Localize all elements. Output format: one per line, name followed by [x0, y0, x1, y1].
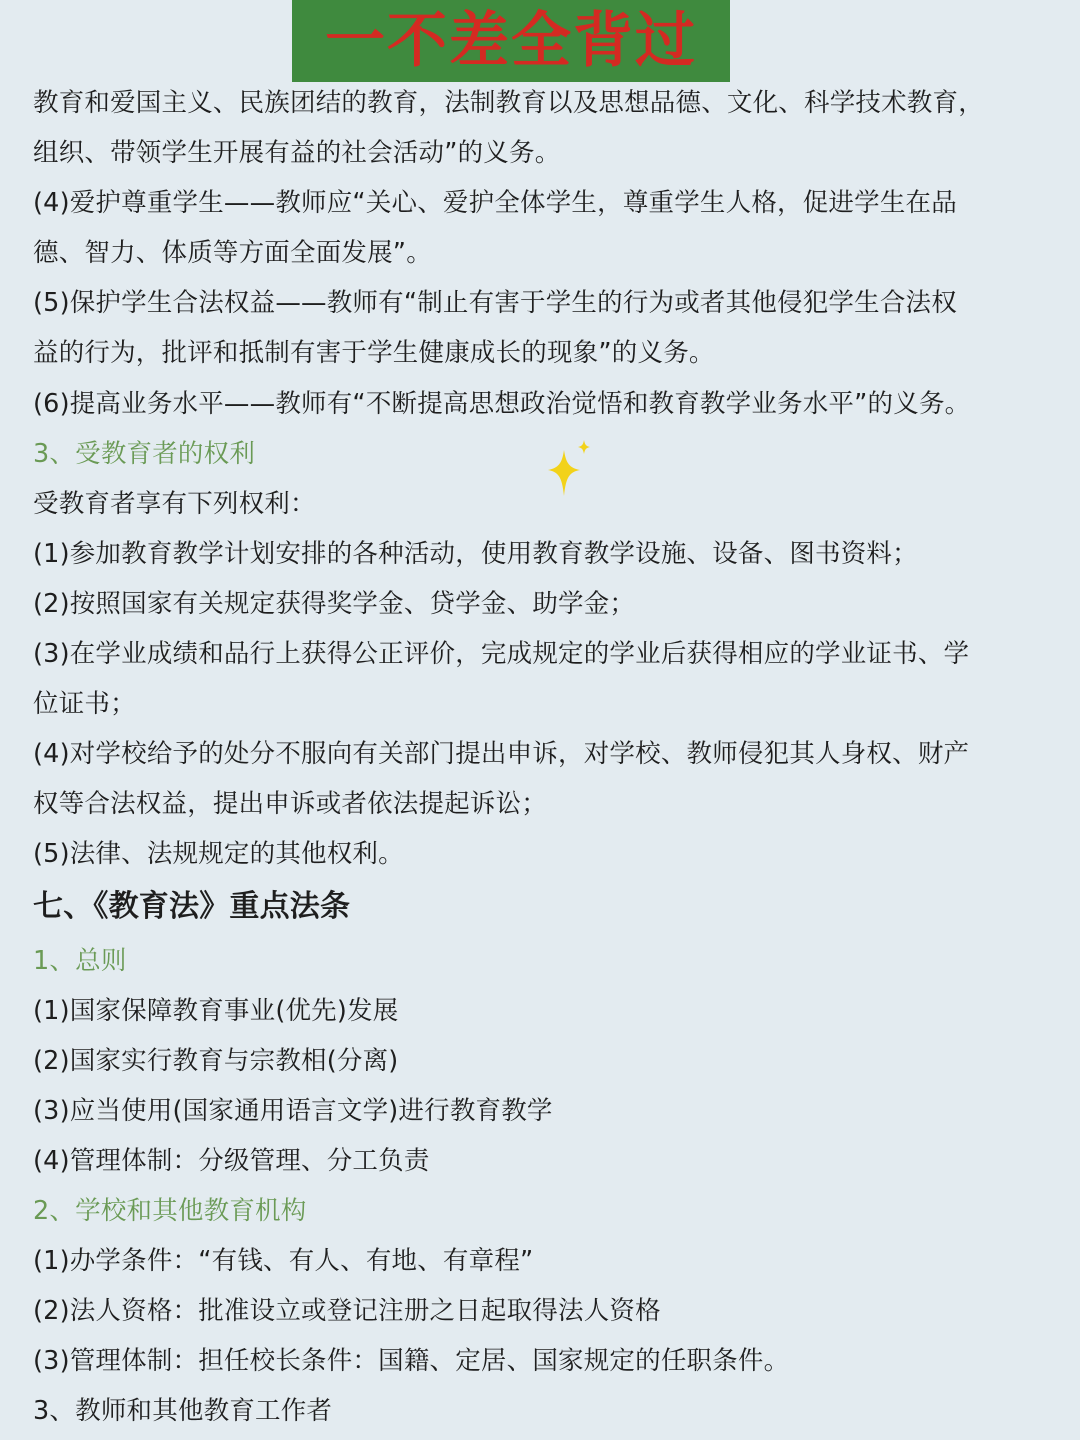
body-line: (4)爱护尊重学生——教师应“关心、爱护全体学生，尊重学生人格，促进学生在品: [33, 188, 957, 219]
body-line: (1)参加教育教学计划安排的各种活动，使用教育教学设施、设备、图书资料；: [33, 538, 918, 569]
body-line: 3、教师和其他教育工作者: [33, 1396, 333, 1427]
body-line: 益的行为，批评和抵制有害于学生健康成长的现象”的义务。: [33, 338, 715, 369]
banner-title: 一不差全背过: [325, 6, 697, 76]
body-line: (3)在学业成绩和品行上获得公正评价，完成规定的学业后获得相应的学业证书、学: [33, 639, 970, 670]
body-line: 组织、带领学生开展有益的社会活动”的义务。: [33, 138, 561, 169]
body-line: 教育和爱国主义、民族团结的教育，法制教育以及思想品德、文化、科学技术教育，: [33, 88, 984, 118]
sparkle-icon: [546, 440, 592, 498]
subheading: 2、学校和其他教育机构: [33, 1195, 307, 1226]
body-line: 位证书；: [33, 689, 136, 720]
body-line: (2)国家实行教育与宗教相(分离): [33, 1045, 399, 1076]
body-line: 权等合法权益，提出申诉或者依法提起诉讼；: [33, 789, 548, 820]
section-heading: 七、《教育法》重点法条: [33, 888, 351, 924]
body-line: (3)管理体制：担任校长条件：国籍、定居、国家规定的任职条件。: [33, 1346, 790, 1377]
body-line: (6)提高业务水平——教师有“不断提高思想政治觉悟和教育教学业务水平”的义务。: [33, 388, 971, 419]
body-line: (1)办学条件：“有钱、有人、有地、有章程”: [33, 1246, 534, 1277]
body-line: (2)按照国家有关规定获得奖学金、贷学金、助学金；: [33, 588, 636, 619]
document-body: [33, 78, 1063, 1436]
body-line: (3)应当使用(国家通用语言文学)进行教育教学: [33, 1095, 553, 1126]
subheading: 1、总则: [33, 945, 127, 976]
body-line: 德、智力、体质等方面全面发展”。: [33, 238, 432, 269]
body-line: (5)保护学生合法权益——教师有“制止有害于学生的行为或者其他侵犯学生合法权: [33, 288, 957, 319]
subheading: 3、受教育者的权利: [33, 438, 256, 469]
body-line: 受教育者享有下列权利：: [33, 488, 316, 519]
body-line: (5)法律、法规规定的其他权利。: [33, 839, 404, 870]
title-banner: [292, 0, 730, 82]
body-line: (4)管理体制：分级管理、分工负责: [33, 1145, 430, 1176]
body-line: (4)对学校给予的处分不服向有关部门提出申诉，对学校、教师侵犯其人身权、财产: [33, 739, 970, 770]
body-line: (2)法人资格：批准设立或登记注册之日起取得法人资格: [33, 1296, 661, 1327]
body-line: (1)国家保障教育事业(优先)发展: [33, 995, 399, 1026]
